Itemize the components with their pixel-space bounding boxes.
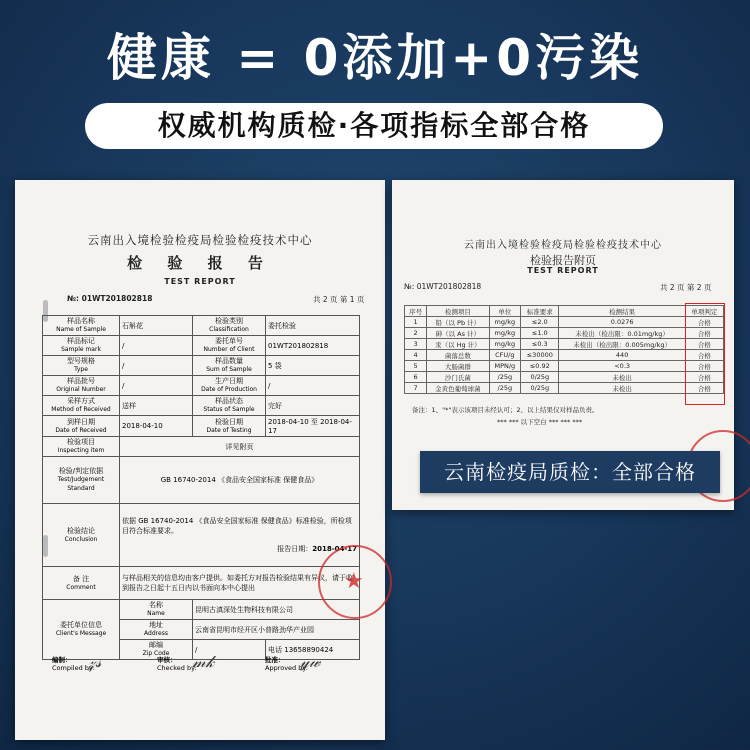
field-label-en: Date of Testing <box>206 426 252 434</box>
report-row <box>43 336 360 356</box>
appendix-cell: 汞（以 Hg 计） <box>427 339 489 350</box>
appendix-cell: mg/kg <box>489 317 521 328</box>
report-row <box>43 416 360 437</box>
report-page: 共 2 页 第 1 页 <box>313 295 365 304</box>
appendix-cell: 菌落总数 <box>427 350 489 361</box>
field-value: / <box>120 376 193 396</box>
appendix-row <box>405 383 724 394</box>
checked-signature: 𝓂𝓀 <box>192 652 215 671</box>
appendix-row <box>405 361 724 372</box>
appendix-cell: 未检出 <box>559 383 685 394</box>
appendix-cell: 2 <box>405 328 427 339</box>
appendix-cell: 0/25g <box>521 383 559 394</box>
field-label-en: Classification <box>209 326 249 333</box>
field-label <box>43 416 120 437</box>
appendix-header-cell: 单项判定 <box>685 306 723 317</box>
appendix-row <box>405 328 724 339</box>
headline: 健康 = 0添加+0污染 <box>106 29 644 87</box>
appendix-header-cell: 检测结果 <box>559 306 685 317</box>
appendix-cell: /25g <box>489 383 521 394</box>
field-value: 2018-04-10 至 2018-04-17 <box>266 416 360 437</box>
field-label <box>193 396 266 416</box>
field-value: 01WT201802818 <box>266 336 360 356</box>
judgement-highlight-box <box>685 303 725 405</box>
client-zip-value: / <box>193 640 266 660</box>
field-label-en: Sample mark <box>61 346 101 353</box>
standard-value: GB 16740-2014 《食品安全国家标准 保健食品》 <box>120 457 360 504</box>
appendix-cell: 合格 <box>685 328 723 339</box>
appendix-cell: mg/kg <box>489 339 521 350</box>
field-label-en: Method of Received <box>51 406 111 413</box>
appendix-header-cell: 检测项目 <box>427 306 489 317</box>
inspecting-item-row <box>43 437 360 457</box>
appendix-cell: 未检出（检出限：0.005mg/kg） <box>559 339 685 350</box>
client-name-label <box>120 600 193 620</box>
appendix-cell: 7 <box>405 383 427 394</box>
appendix-page: 共 2 页 第 2 页 <box>660 283 712 292</box>
field-label-cn: 样品名称 <box>67 317 95 325</box>
appendix-cell: 4 <box>405 350 427 361</box>
appendix-cell: 1 <box>405 317 427 328</box>
appendix-cell: 合格 <box>685 350 723 361</box>
standard-label-en: Test/Judgement Standard <box>57 476 105 492</box>
appendix-row <box>405 372 724 383</box>
field-value: / <box>120 336 193 356</box>
conclusion-label <box>43 504 120 567</box>
client-name-value: 昆明古滇深处生物科技有限公司 <box>193 600 360 620</box>
comment-label-en: Comment <box>66 583 96 591</box>
appendix-cell: mg/kg <box>489 328 521 339</box>
field-label <box>193 356 266 376</box>
appendix-cell: /25g <box>489 372 521 383</box>
field-label <box>43 336 120 356</box>
field-label-cn: 到样日期 <box>67 417 95 426</box>
field-value: 2018-04-10 <box>120 416 193 437</box>
conclusion-label-cn: 检验结论 <box>67 526 95 535</box>
field-value: / <box>120 356 193 376</box>
comment-row <box>43 567 360 600</box>
appendix-cell: 沙门氏菌 <box>427 372 489 383</box>
report-date-label: 报告日期： <box>277 545 313 553</box>
field-label-cn: 检验日期 <box>215 417 243 426</box>
appendix-subtitle: TEST REPORT <box>527 266 599 275</box>
client-label <box>43 600 120 660</box>
client-address-value: 云南省昆明市经开区小普路劲华产业园 <box>193 620 360 640</box>
official-seal: ★ <box>318 545 392 619</box>
field-label-cn: 样品标记 <box>67 337 95 345</box>
field-label-cn: 样品数量 <box>215 357 243 365</box>
compiled-signature: 𝓏𝓈 <box>88 652 102 671</box>
standard-label <box>43 457 120 504</box>
appendix-cell: ≤0.92 <box>521 361 559 372</box>
report-date-value: 2018-04-17 <box>312 545 357 553</box>
field-label-en: Name of Sample <box>56 326 106 333</box>
client-name-label-cn: 名称 <box>149 601 163 609</box>
sub-banner: 权威机构质检·各项指标全部合格 <box>85 103 663 149</box>
approved-signature: 𝓎𝓌 <box>300 652 321 671</box>
report-subtitle: TEST REPORT <box>164 277 236 286</box>
compiled-label: 编制： Compiled by: <box>52 656 95 672</box>
field-label <box>193 316 266 336</box>
appendix-cell: 合格 <box>685 317 723 328</box>
field-label <box>193 336 266 356</box>
field-label <box>43 316 120 336</box>
appendix-cell: ≤2.0 <box>521 317 559 328</box>
approved-label: 批准： Approved by: <box>265 656 308 672</box>
inspecting-item-label-cn: 检验项目 <box>67 438 95 446</box>
appendix-cell: 3 <box>405 339 427 350</box>
appendix-cell: <0.3 <box>559 361 685 372</box>
comment-value: 与样品相关的信息均由客户提供。如委托方对报告检验结果有异议，请于收到报告之日起十五日内以书面向本中心提出 <box>120 567 360 600</box>
field-label <box>43 356 120 376</box>
appendix-note: 备注：1、"*"表示该项目未经认可；2、以上结果仅对样品负责。 <box>412 406 599 414</box>
appendix-number: №: 01WT201802818 <box>404 282 482 291</box>
appendix-cell: 0.0276 <box>559 317 685 328</box>
appendix-cell: 大肠菌群 <box>427 361 489 372</box>
client-zip-label-cn: 邮编 <box>149 641 163 649</box>
appendix-end: *** *** 以下空白 *** *** *** <box>497 418 583 426</box>
comment-label-cn: 备 注 <box>72 574 90 583</box>
report-date <box>122 544 357 554</box>
field-label-en: Date of Production <box>201 386 257 393</box>
client-tel-value: 13658890424 <box>284 645 334 654</box>
appendix-cell: 合格 <box>685 383 723 394</box>
appendix-row <box>405 317 724 328</box>
field-value: 送样 <box>120 396 193 416</box>
field-label-cn: 检验类别 <box>215 317 243 325</box>
field-label-en: Type <box>74 366 88 373</box>
report-org: 云南出入境检验检疫局检验检疫技术中心 <box>87 233 313 247</box>
client-label-en: Client's Message <box>55 630 107 637</box>
report-row <box>43 356 360 376</box>
appendix-cell: 砷（以 As 计） <box>427 328 489 339</box>
field-label <box>43 376 120 396</box>
report-number: №: 01WT201802818 <box>67 294 153 303</box>
field-label-cn: 委托单号 <box>215 337 243 345</box>
client-label-cn: 委托单位信息 <box>60 621 102 629</box>
appendix-header-cell: 单位 <box>489 306 521 317</box>
standard-label-cn: 检验/判定依据 <box>58 467 104 475</box>
inspecting-item-value: 详见附页 <box>120 437 360 457</box>
field-label <box>193 416 266 437</box>
report-row <box>43 376 360 396</box>
appendix-cell: 0/25g <box>521 372 559 383</box>
appendix-org: 云南出入境检验检疫局检验检疫技术中心 <box>464 240 662 251</box>
report-row <box>43 316 360 336</box>
field-value: 委托检验 <box>266 316 360 336</box>
appendix-cell: CFU/g <box>489 350 521 361</box>
standard-row <box>43 457 360 504</box>
field-value: / <box>266 376 360 396</box>
conclusion-row <box>43 504 360 567</box>
field-value: 完好 <box>266 396 360 416</box>
client-tel-label: 电话 <box>268 645 282 654</box>
appendix-cell: 440 <box>559 350 685 361</box>
client-row <box>43 600 360 620</box>
client-name-label-en: Name <box>147 610 165 617</box>
inspecting-item-label-en: Inspecting item <box>57 447 105 454</box>
appendix-cell: 5 <box>405 361 427 372</box>
result-banner: 云南检疫局质检：全部合格 <box>420 451 720 493</box>
appendix-cell: 合格 <box>685 339 723 350</box>
field-value: 石斛花 <box>120 316 193 336</box>
client-address-label-en: Address <box>144 630 168 637</box>
appendix-cell: 未检出 <box>559 372 685 383</box>
appendix-title: 检验报告附页 <box>530 254 596 267</box>
checked-label: 审核： Checked by: <box>157 656 197 672</box>
client-zip-label-en: Zip Code <box>142 650 170 657</box>
field-label-en: Status of Sample <box>203 406 255 413</box>
appendix-cell: 铅（以 Pb 计） <box>427 317 489 328</box>
appendix-cell: ≤0.3 <box>521 339 559 350</box>
appendix-row <box>405 339 724 350</box>
appendix-cell: 未检出（检出限：0.01mg/kg） <box>559 328 685 339</box>
appendix-cell: ≤1.0 <box>521 328 559 339</box>
field-label-cn: 采样方式 <box>67 397 95 405</box>
report-row <box>43 396 360 416</box>
appendix-cell: ≤30000 <box>521 350 559 361</box>
appendix-cell: 6 <box>405 372 427 383</box>
conclusion-cell <box>120 504 360 567</box>
appendix-row <box>405 350 724 361</box>
appendix-table <box>404 305 724 394</box>
field-value: 5 袋 <box>266 356 360 376</box>
inspecting-item-label <box>43 437 120 457</box>
field-label-cn: 样品状态 <box>215 397 243 405</box>
comment-label <box>43 567 120 600</box>
appendix-cell: 合格 <box>685 372 723 383</box>
field-label-cn: 样品批号 <box>67 377 95 385</box>
field-label-cn: 型号规格 <box>67 357 95 365</box>
appendix-cell: 合格 <box>685 361 723 372</box>
field-label-en: Sum of Sample <box>206 366 252 373</box>
client-address-label <box>120 620 193 640</box>
report-table <box>42 315 360 660</box>
field-label-en: Original Number <box>56 386 106 393</box>
client-address-label-cn: 地址 <box>149 621 163 629</box>
conclusion-value: 依据 GB 16740-2014 《食品安全国家标准 保健食品》标准检验，所检项目符合标准要求。 <box>122 517 352 535</box>
appendix-header-cell: 标准要求 <box>521 306 559 317</box>
field-label-en: Date of Received <box>55 426 107 434</box>
field-label-en: Number of Client <box>203 346 255 353</box>
field-label <box>193 376 266 396</box>
appendix-header-cell: 序号 <box>405 306 427 317</box>
appendix-cell: 金黄色葡萄球菌 <box>427 383 489 394</box>
appendix-cell: MPN/g <box>489 361 521 372</box>
report-title: 检 验 报 告 <box>127 254 273 272</box>
conclusion-label-en: Conclusion <box>64 535 98 543</box>
field-label-cn: 生产日期 <box>215 377 243 385</box>
field-label <box>43 396 120 416</box>
